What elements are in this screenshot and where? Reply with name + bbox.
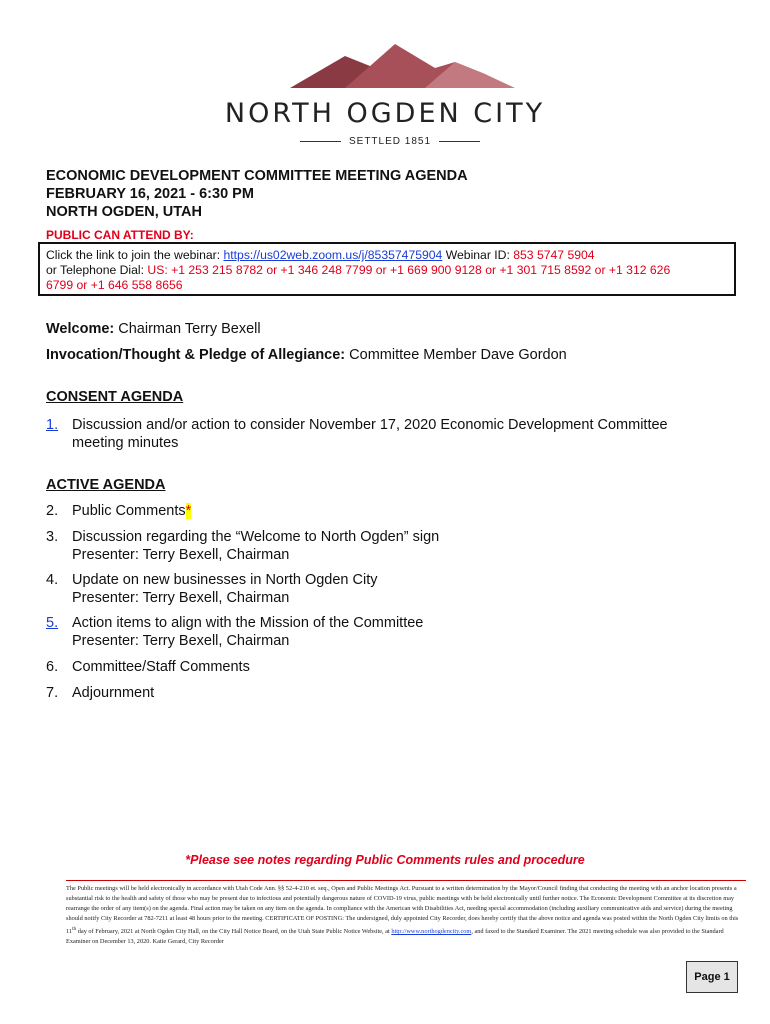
agenda-item-number-link[interactable]: 5.	[46, 615, 59, 631]
agenda-item-text-cont: meeting minutes	[72, 435, 179, 451]
divider	[300, 141, 341, 142]
agenda-item-text: Action items to align with the Mission of the Committee	[72, 615, 424, 631]
agenda-date: FEBRUARY 16, 2021 - 6:30 PM	[46, 186, 254, 202]
agenda-item-text: Committee/Staff Comments	[72, 659, 250, 675]
phone-line	[46, 263, 670, 278]
welcome-value: Chairman Terry Bexell	[114, 321, 261, 337]
public-comments-star: *	[185, 503, 192, 519]
agenda-item-3	[46, 528, 439, 546]
agenda-item-2	[46, 502, 191, 520]
invocation-label: Invocation/Thought & Pledge of Allegiance:	[46, 347, 346, 363]
agenda-item-text: Update on new businesses in North Ogden City	[72, 572, 378, 588]
agenda-item-text: Public Comments	[72, 503, 186, 519]
welcome-line	[46, 320, 261, 338]
legal-notice-text: The Public meetings will be held electronically in accordance with Utah Code Ann. §§ 52-4-210 et. seq., Open and Public Meetings Act. Pursuant to a written determination by the Mayor/Council finding that conducting the meeting with an anchor location presents a substantial risk to the health and safety of those who may be present due to infectious and potentially dangerous nature of COVID-19 virus, public meetings with be held electronically until further notice. The Economic Development Committee at its discretion may rearrange the order of any item(s) on the agenda. Final action may be taken on any item on the agenda. In compliance with the American with Disabilities Act, needing special accommodation (including auxiliary communicative aids and service) during the meeting should notify City Recorder at 782-7211 at least 48 hours prior to the meeting. CERTIFICATE OF POSTING: The undersigned, duly appointed City Recorder, does hereby certify that the above notice and agenda was posted within the North Ogden City limits on this 11	[66, 885, 739, 936]
agenda-item-presenter: Presenter: Terry Bexell, Chairman	[72, 547, 290, 563]
public-attend-label: PUBLIC CAN ATTEND BY:	[46, 228, 194, 242]
consent-agenda-heading: CONSENT AGENDA	[46, 389, 184, 405]
webinar-prefix: Click the link to join the webinar:	[46, 248, 224, 262]
active-agenda-heading: ACTIVE AGENDA	[46, 477, 166, 493]
legal-notice	[66, 884, 748, 947]
agenda-item-number-link[interactable]: 1.	[46, 417, 59, 433]
agenda-item-1	[46, 416, 668, 434]
agenda-item-number: 4.	[46, 572, 59, 588]
phone-prefix: or Telephone Dial:	[46, 263, 148, 277]
webinar-id-label: Webinar ID:	[442, 248, 514, 262]
city-logo-subtitle-row	[300, 134, 480, 148]
webinar-id: 853 5747 5904	[513, 248, 595, 262]
welcome-label: Welcome:	[46, 321, 115, 337]
webinar-line	[46, 248, 595, 263]
city-logo-subtitle: SETTLED 1851	[348, 135, 432, 147]
public-comments-note: *Please see notes regarding Public Comments rules and procedure	[185, 853, 585, 867]
legal-notice-text-2: day of February, 2021 at North Ogden City Hall, on the City Hall Notice Board, on the Utah State Public Notice Website, at	[76, 928, 392, 936]
city-website-link[interactable]: http://www.northogdencity.com	[391, 928, 472, 936]
city-logo-title: NORTH OGDEN CITY	[224, 98, 546, 129]
agenda-item-text: Discussion and/or action to consider November 17, 2020 Economic Development Committee	[72, 417, 668, 433]
agenda-location: NORTH OGDEN, UTAH	[46, 204, 203, 220]
agenda-item-4	[46, 571, 377, 589]
agenda-item-number: 2.	[46, 503, 59, 519]
invocation-value: Committee Member Dave Gordon	[345, 347, 567, 363]
agenda-item-number: 7.	[46, 685, 59, 701]
phone-numbers-cont: 6799 or +1 646 558 8656	[46, 278, 183, 292]
agenda-item-number: 6.	[46, 659, 59, 675]
page-number: Page 1	[686, 961, 738, 993]
agenda-item-number: 3.	[46, 529, 59, 545]
agenda-item-presenter: Presenter: Terry Bexell, Chairman	[72, 633, 290, 649]
divider	[439, 141, 480, 142]
zoom-link[interactable]: https://us02web.zoom.us/j/85357475904	[223, 248, 443, 262]
legal-notice-text-3: , and faxed to the Standard Examiner. The 2021 meeting schedule was also provided to the Standard Examiner on December 13, 2020. Katie Gerard, City Recorder	[66, 928, 724, 946]
agenda-item-text: Adjournment	[72, 685, 155, 701]
agenda-item-presenter: Presenter: Terry Bexell, Chairman	[72, 590, 290, 606]
agenda-title: ECONOMIC DEVELOPMENT COMMITTEE MEETING AGENDA	[46, 168, 468, 184]
divider	[66, 880, 746, 881]
phone-numbers: US: +1 253 215 8782 or +1 346 248 7799 or +1 669 900 9128 or +1 301 715 8592 or +1 312 626	[147, 263, 671, 277]
agenda-item-6	[46, 658, 250, 676]
agenda-item-7	[46, 684, 154, 702]
agenda-item-text: Discussion regarding the “Welcome to North Ogden” sign	[72, 529, 440, 545]
agenda-item-5	[46, 614, 423, 632]
legal-notice-sup: th	[72, 926, 77, 932]
invocation-line	[46, 346, 567, 364]
